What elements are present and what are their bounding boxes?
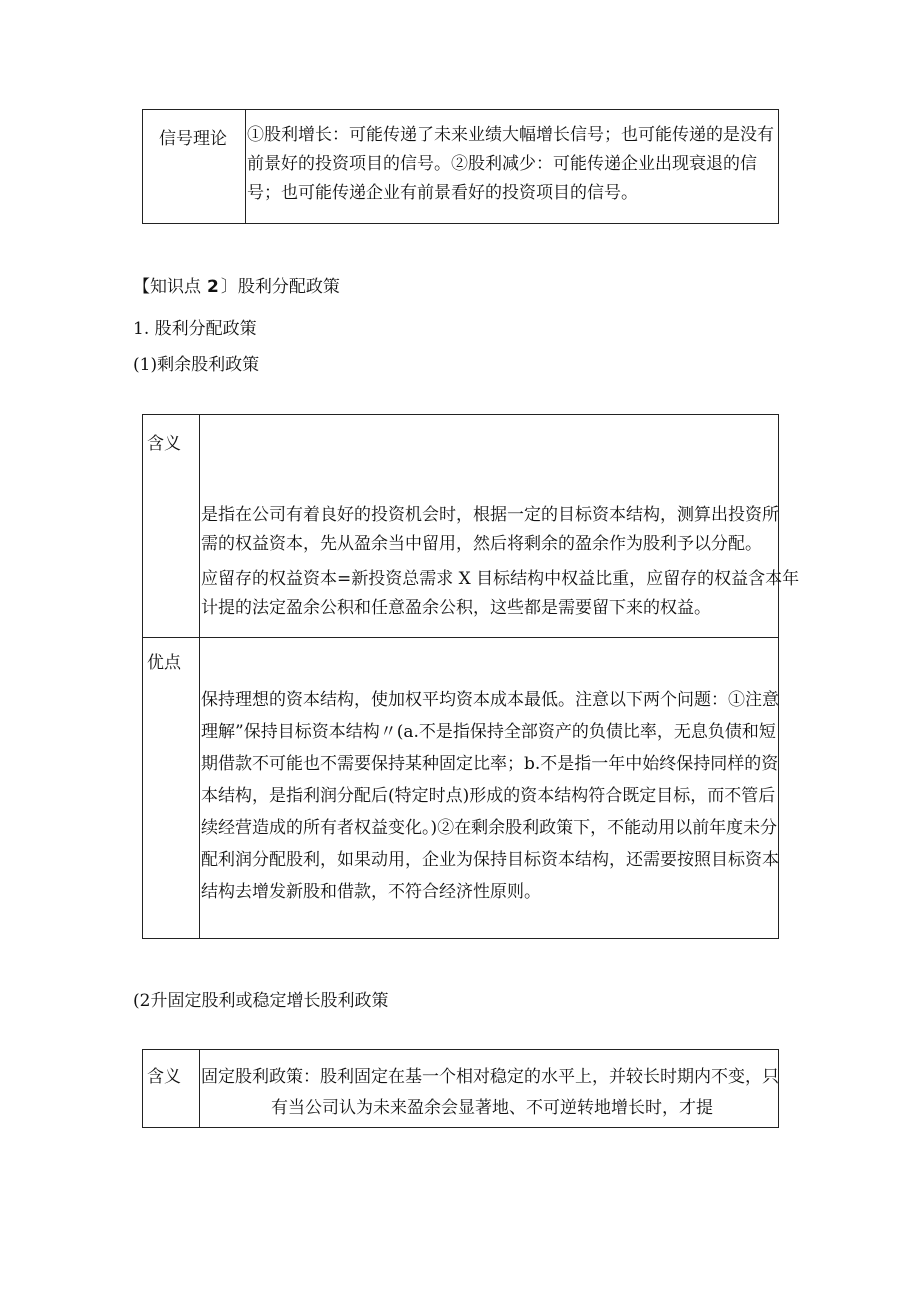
section-heading-1-1: (1)剩余股利政策 bbox=[133, 355, 260, 375]
advantage-label: 优点 bbox=[147, 653, 181, 673]
meaning-label: 含义 bbox=[147, 434, 181, 454]
fixed-dividend-line: 固定股利政策：股利固定在基一个相对稳定的水平上，并较长时期内不变，只 bbox=[201, 1067, 779, 1087]
advantage-line: 续经营造成的所有者权益变化。)②在剩余股利政策下，不能动用以前年度未分 bbox=[201, 818, 778, 838]
advantage-row bbox=[143, 637, 778, 938]
meaning-line: 需的权益资本，先从盈余当中留用，然后将剩余的盈余作为股利予以分配。 bbox=[201, 534, 762, 554]
knowledge-point-number: 2 bbox=[207, 277, 219, 297]
advantage-line: 配利润分配股利，如果动用，企业为保持目标资本结构，还需要按照目标资本 bbox=[201, 850, 779, 870]
column-divider bbox=[199, 1050, 200, 1127]
column-divider bbox=[245, 110, 246, 223]
knowledge-point-heading bbox=[133, 272, 340, 297]
meaning-label: 含义 bbox=[147, 1067, 181, 1087]
meaning-line: 应留存的权益资本=新投资总需求 X 目标结构中权益比重，应留存的权益含本年 bbox=[201, 569, 800, 589]
advantage-line: 结构去增发新股和借款，不符合经济性原则。 bbox=[201, 882, 541, 902]
knowledge-point-title: 〕股利分配政策 bbox=[220, 277, 340, 297]
signal-theory-line: 前景好的投资项目的信号。②股利减少：可能传递企业出现衰退的信 bbox=[247, 154, 757, 174]
meaning-text bbox=[201, 501, 799, 623]
signal-theory-line: ①股利增长：可能传递了未来业绩大幅增长信号；也可能传递的是没有 bbox=[247, 125, 774, 145]
meaning-line: 计提的法定盈余公积和任意盈余公积，这些都是需要留下来的权益。 bbox=[201, 598, 711, 618]
signal-theory-text bbox=[247, 121, 774, 208]
advantage-line: 本结构，是指利润分配后(特定时点)形成的资本结构符合既定目标，而不管后 bbox=[201, 786, 776, 806]
fixed-dividend-table bbox=[142, 1049, 779, 1128]
section-heading-1: 1. 股利分配政策 bbox=[133, 319, 257, 339]
advantage-line: 期借款不可能也不需要保持某种固定比率；b.不是指一年中始终保持同样的资 bbox=[201, 754, 779, 774]
signal-theory-label: 信号理论 bbox=[159, 129, 227, 149]
fixed-dividend-line: 有当公司认为未来盈余会显著地、不可逆转地增长时，才提 bbox=[271, 1098, 713, 1118]
knowledge-point-open: 【知识点 bbox=[133, 277, 201, 297]
residual-dividend-table bbox=[142, 414, 800, 939]
advantage-line: 理解”保持目标资本结构〃(a.不是指保持全部资产的负债比率，无息负债和短 bbox=[201, 722, 776, 742]
signal-theory-table bbox=[142, 109, 779, 224]
advantage-line: 保持理想的资本结构，使加权平均资本成本最低。注意以下两个问题：①注意 bbox=[201, 690, 779, 710]
section-heading-1-2: (2升固定股利或稳定增长股利政策 bbox=[133, 991, 389, 1011]
advantage-text bbox=[201, 684, 779, 908]
meaning-line: 是指在公司有着良好的投资机会时，根据一定的目标资本结构，测算出投资所 bbox=[201, 505, 779, 525]
signal-theory-line: 号；也可能传递企业有前景看好的投资项目的信号。 bbox=[247, 183, 638, 203]
fixed-dividend-text bbox=[201, 1062, 779, 1124]
